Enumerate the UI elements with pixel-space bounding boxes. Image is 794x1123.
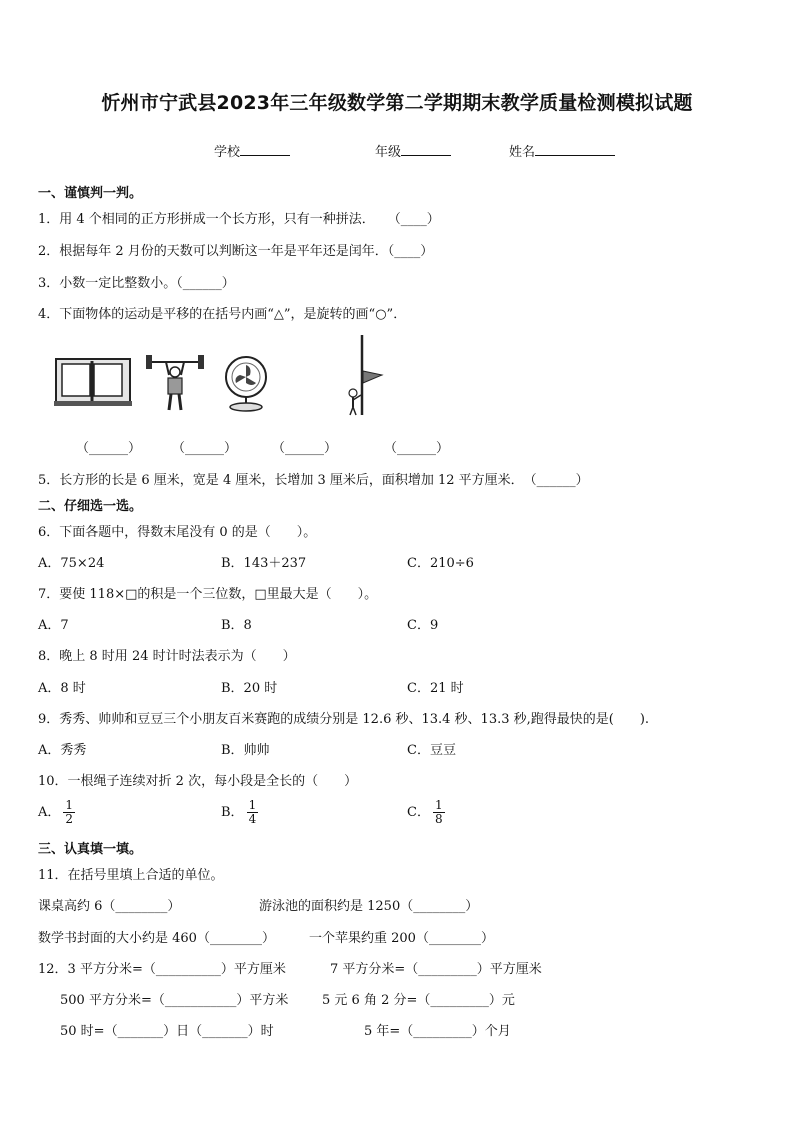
fraction-numerator: 1: [434, 798, 443, 812]
option-c[interactable]: C．豆豆: [407, 743, 456, 758]
question-11: 11．在括号里填上合适的单位。: [38, 868, 224, 883]
question-6: 6．下面各题中，得数末尾没有 0 的是（ ）。: [38, 525, 317, 540]
section-2-heading: 二、仔细选一选。: [38, 499, 143, 514]
name-label: 姓名: [509, 145, 536, 160]
q12-item: 50 时=（_______）日（_______）时: [60, 1024, 274, 1039]
option-b[interactable]: B．143＋237: [221, 556, 307, 571]
grade-field[interactable]: [375, 141, 451, 160]
question-8: 8．晚上 8 时用 24 时计时法表示为（ ）: [38, 649, 296, 664]
question-9: 9．秀秀、帅帅和豆豆三个小朋友百米赛跑的成绩分别是 12.6 秒、13.4 秒、13.3 秒,跑得最快的是( ).: [38, 712, 650, 727]
option-b[interactable]: B．帅帅: [221, 743, 270, 758]
section-3-heading: 三、认真填一填。: [38, 842, 143, 857]
option-c[interactable]: C．210÷6: [407, 556, 474, 571]
fraction: [247, 799, 259, 826]
q11-item: 游泳池的面积约是 1250（________）: [259, 899, 479, 914]
option-a[interactable]: A．7: [38, 618, 69, 633]
option-b[interactable]: B．8: [221, 618, 252, 633]
q11-item: 课桌高约 6（________）: [38, 899, 181, 914]
fraction-numerator: 1: [65, 798, 74, 812]
fan-picture: [222, 353, 270, 413]
school-blank[interactable]: [240, 142, 290, 156]
question-7: 7．要使 118×□的积是一个三位数，□里最大是（ ）。: [38, 587, 378, 602]
q12-item: 7 平方分米=（_________）平方厘米: [330, 962, 542, 977]
q4-answer-blank[interactable]: （______）: [272, 441, 338, 456]
option-b[interactable]: B．20 时: [221, 681, 278, 696]
section-1-heading: 一、谨慎判一判。: [38, 186, 143, 201]
name-blank[interactable]: [535, 142, 615, 156]
fraction-denominator: 2: [65, 812, 74, 826]
question-4: 4．下面物体的运动是平移的在括号内画“△”，是旋转的画“○”．: [38, 307, 407, 322]
q12-item: 5 元 6 角 2 分=（_________）元: [322, 993, 515, 1008]
option-a[interactable]: A．8 时: [38, 681, 86, 696]
q11-item: 一个苹果约重 200（________）: [309, 931, 494, 946]
name-field[interactable]: [509, 141, 615, 160]
option-c[interactable]: C．9: [407, 618, 439, 633]
fraction: [433, 799, 445, 826]
option-b[interactable]: [221, 799, 258, 826]
grade-label: 年级: [375, 145, 402, 160]
page-title: 忻州市宁武县2023年三年级数学第二学期期末教学质量检测模拟试题: [101, 92, 693, 114]
q12-item: 12．3 平方分米=（__________）平方厘米: [38, 962, 286, 977]
q4-answer-blank[interactable]: （______）: [384, 441, 450, 456]
q12-item: 5 年=（_________）个月: [364, 1024, 511, 1039]
weightlifter-picture: [144, 350, 206, 414]
option-c[interactable]: C．21 时: [407, 681, 464, 696]
window-picture: [54, 355, 132, 407]
q11-item: 数学书封面的大小约是 460（________）: [38, 931, 275, 946]
option-a[interactable]: A．75×24: [38, 556, 105, 571]
question-2: 2．根据每年 2 月份的天数可以判断这一年是平年还是闰年．（____）: [38, 244, 434, 259]
option-label: C．: [407, 805, 430, 820]
fraction-denominator: 8: [434, 812, 443, 826]
q4-answer-blank[interactable]: （______）: [76, 441, 142, 456]
question-1: 1．用 4 个相同的正方形拼成一个长方形，只有一种拼法． （____）: [38, 212, 440, 227]
option-a[interactable]: [38, 799, 75, 826]
fraction-numerator: 1: [248, 798, 257, 812]
q4-answer-blank[interactable]: （______）: [172, 441, 238, 456]
question-5: 5．长方形的长是 6 厘米，宽是 4 厘米，长增加 3 厘米后，面积增加 12 平方厘米． （______）: [38, 473, 589, 488]
school-label: 学校: [214, 145, 241, 160]
option-a[interactable]: A．秀秀: [38, 743, 87, 758]
fraction: [63, 799, 75, 826]
school-field[interactable]: [214, 141, 290, 160]
question-3: 3．小数一定比整数小。（______）: [38, 276, 235, 291]
grade-blank[interactable]: [401, 142, 451, 156]
flag-raising-picture: [342, 333, 386, 417]
fraction-denominator: 4: [248, 812, 257, 826]
option-c[interactable]: [407, 799, 445, 826]
q12-item: 500 平方分米=（___________）平方米: [60, 993, 289, 1008]
question-10: 10．一根绳子连续对折 2 次，每小段是全长的（ ）: [38, 774, 358, 789]
option-label: A．: [38, 805, 61, 820]
option-label: B．: [221, 805, 244, 820]
